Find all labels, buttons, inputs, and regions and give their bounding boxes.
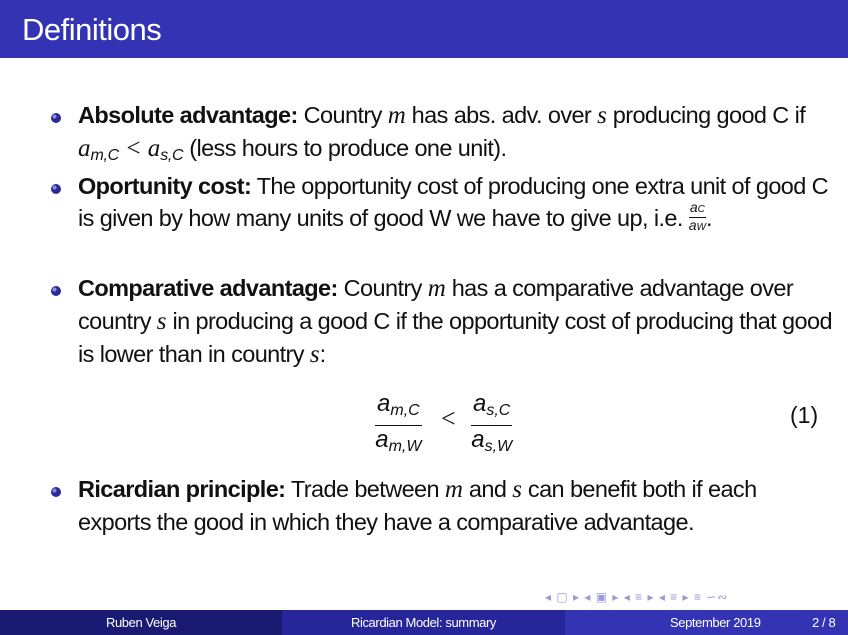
slide-title: Definitions: [22, 12, 162, 47]
bullet-text: producing good C if: [606, 102, 806, 128]
fraction-numerator: aC: [689, 200, 706, 218]
math-subscript: s,W: [484, 438, 513, 455]
bullet-text: (less hours to produce one unit).: [183, 135, 507, 161]
math-subscript: s,C: [486, 402, 511, 419]
equation-left-fraction: [375, 390, 422, 461]
footer-date: September 2019: [670, 615, 761, 630]
bullet-text: in producing a good C if the opportunity cost of producing that good is lower than in country: [78, 308, 832, 367]
math-var: s: [597, 102, 607, 129]
math-subscript: W: [696, 222, 706, 234]
fraction-numerator: [375, 390, 422, 426]
bullet-text: :: [319, 341, 326, 367]
bullet-opportunity-cost: [78, 170, 833, 237]
bullet-ricardian-principle: [78, 473, 833, 538]
math-subscript: m,C: [390, 402, 420, 419]
footer-author: Ruben Veiga: [0, 610, 282, 635]
inline-fraction: [689, 200, 706, 235]
beamer-navigation-icons[interactable]: ◂ ▢ ▸ ◂ ▣ ▸ ◂ ≡ ▸ ◂ ≡ ▸ ≡ ∽∾: [545, 590, 729, 604]
term-label: Oportunity cost:: [78, 173, 252, 199]
equation-right-fraction: [471, 390, 512, 461]
bullet-text: has a comparative advantage over country: [78, 275, 794, 334]
math-var: s: [512, 476, 522, 503]
bullet-absolute-advantage: [78, 99, 833, 172]
footer-page-number: 2 / 8: [812, 615, 836, 630]
bullet-text: can benefit both if each exports the good in which they have a comparative advantage.: [78, 476, 757, 535]
equation: [375, 390, 535, 454]
math-var: a: [375, 426, 389, 453]
title-bar: [0, 0, 848, 58]
fraction-denominator: [375, 426, 422, 461]
term-label: Ricardian principle:: [78, 476, 286, 502]
equation-number: (1): [790, 402, 819, 428]
bullet-comparative-advantage: [78, 272, 833, 371]
bullet-text: and: [462, 476, 513, 502]
term-label: Absolute advantage:: [78, 102, 298, 128]
math-var: m: [444, 476, 463, 503]
footer-right: [565, 610, 848, 635]
fraction-denominator: aW: [688, 217, 706, 234]
math-var: a: [147, 135, 161, 162]
bullet-text: Country: [297, 102, 388, 128]
footer-short-title: Ricardian Model: summary: [282, 610, 565, 635]
term-label: Comparative advantage:: [78, 275, 338, 301]
fraction-numerator: [471, 390, 512, 426]
equation-operator: <: [441, 404, 456, 433]
footer: [0, 610, 848, 635]
math-var: a: [78, 135, 91, 162]
bullet-text: Country: [337, 275, 428, 301]
math-subscript: m,W: [388, 438, 422, 455]
bullet-text: The opportunity cost of producing one extra unit of good C is given by how many units of good W we have to give up, i.e.: [78, 173, 829, 231]
bullet-text: Trade between: [285, 476, 445, 502]
math-var: s: [309, 341, 320, 368]
fraction-denominator: [471, 426, 512, 461]
math-var: a: [471, 426, 485, 453]
bullet-text: has abs. adv. over: [405, 102, 598, 128]
bullet-text: .: [705, 205, 712, 231]
math-var: a: [377, 390, 391, 417]
math-var: m: [387, 102, 406, 129]
math-var: s: [156, 308, 167, 335]
math-subscript: C: [697, 204, 705, 216]
math-operator: <: [124, 135, 142, 162]
math-var: a: [473, 390, 487, 417]
math-subscript: s,C: [160, 147, 184, 164]
math-subscript: m,C: [90, 147, 119, 164]
math-var: m: [427, 275, 446, 302]
